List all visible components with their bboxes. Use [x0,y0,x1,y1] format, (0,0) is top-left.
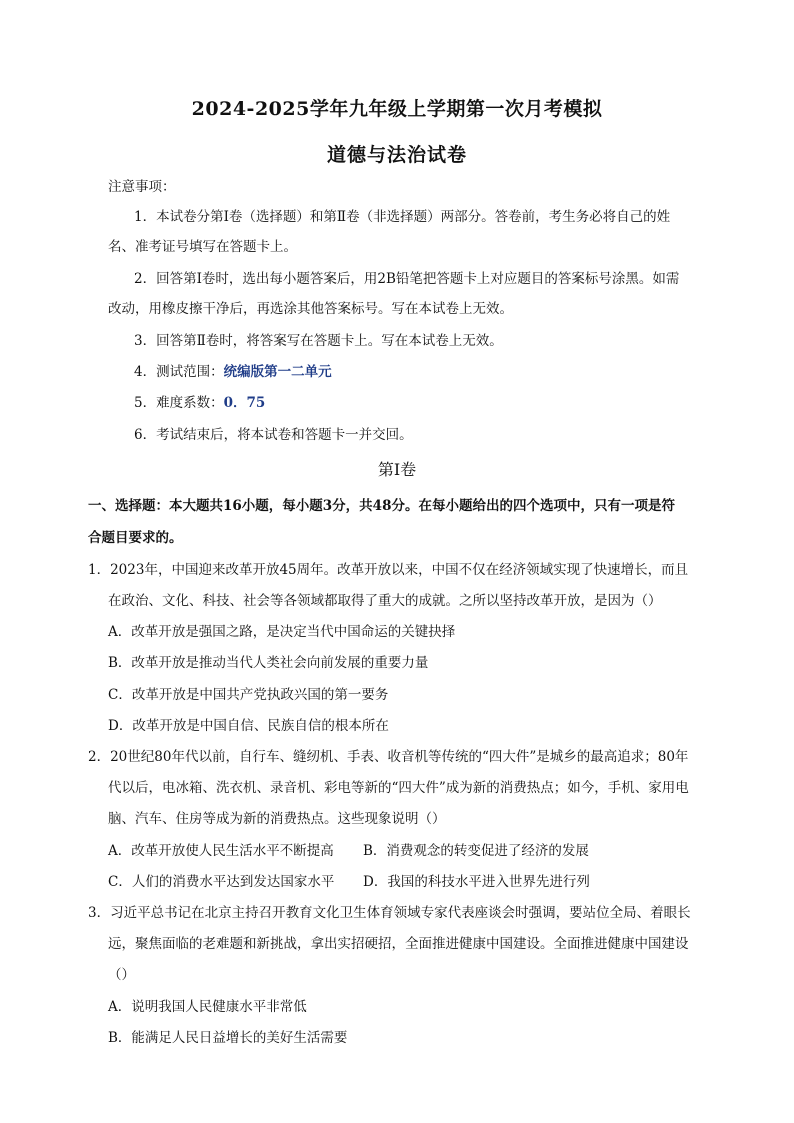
question-2-option-b: B．消费观念的转变促进了经济的发展 [363,843,589,859]
question-1-option-d: D．改革开放是中国自信、民族自信的根本所在 [108,718,389,734]
notice-item-4-label: 4．测试范围： [134,364,224,380]
notice-item-2-line-1: 2．回答第Ⅰ卷时，选出每小题答案后，用2B铅笔把答题卡上对应题目的答案标号涂黑。如需 [134,271,680,287]
notice-item-2-line-2: 改动，用橡皮擦干净后，再选涂其他答案标号。写在本试卷上无效。 [108,301,513,317]
difficulty-value: 0．75 [223,395,266,411]
question-1-option-a: A．改革开放是强国之路，是决定当代中国命运的关键抉择 [108,624,456,640]
question-3-stem-line-1: 3．习近平总书记在北京主持召开教育文化卫生体育领域专家代表座谈会时强调，要站位全局、着眼长 [88,905,691,921]
question-2-option-a: A．改革开放使人民生活水平不断提高 [108,843,334,859]
question-2-stem-line-2: 代以后，电冰箱、洗衣机、录音机、彩电等新的“四大件”成为新的消费热点；如今，手机、家用电 [108,780,689,796]
question-2-option-c: C．人们的消费水平达到发达国家水平 [108,874,335,890]
exam-subtitle: 道德与法治试卷 [326,144,467,166]
exam-title: 2024-2025学年九年级上学期第一次月考模拟 [191,98,603,120]
notice-item-4 [134,363,332,381]
notice-item-3: 3．回答第Ⅱ卷时，将答案写在答题卡上。写在本试卷上无效。 [134,333,503,349]
question-2-stem-line-3: 脑、汽车、住房等成为新的消费热点。这些现象说明（） [108,811,446,827]
question-1-stem-line-2: 在政治、文化、科技、社会等各领域都取得了重大的成就。之所以坚持改革开放，是因为（） [108,593,662,609]
notice-item-1-line-2: 名、准考证号填写在答题卡上。 [108,239,297,255]
notice-item-1-line-1: 1．本试卷分第Ⅰ卷（选择题）和第Ⅱ卷（非选择题）两部分。答卷前，考生务必将自己的姓 [134,209,671,225]
question-2-stem-line-1: 2．20世纪80年代以前，自行车、缝纫机、手表、收音机等传统的“四大件”是城乡的最高追求；80年 [88,749,689,765]
notice-item-5-label: 5．难度系数： [134,395,224,411]
question-2-option-d: D．我国的科技水平进入世界先进行列 [363,874,590,890]
section-1-heading-line-2: 合题目要求的。 [88,530,183,546]
question-3-option-b: B．能满足人民日益增长的美好生活需要 [108,1030,348,1046]
notice-item-5 [134,394,265,412]
question-1-stem-line-1: 1．2023年，中国迎来改革开放45周年。改革开放以来，中国不仅在经济领域实现了快速增长，而且 [88,562,689,578]
test-scope-value: 统编版第一二单元 [223,364,332,380]
section-1-heading-line-1: 一、选择题：本大题共16小题，每小题3分，共48分。在每小题给出的四个选项中，只有一项是符 [88,498,675,514]
question-3-stem-line-3: （） [108,967,135,983]
part-1-heading: 第Ⅰ卷 [377,460,417,479]
question-3-option-a: A．说明我国人民健康水平非常低 [108,999,307,1015]
notice-item-6: 6．考试结束后，将本试卷和答题卡一并交回。 [134,427,413,443]
notice-heading: 注意事项： [108,179,176,195]
question-1-option-b: B．改革开放是推动当代人类社会向前发展的重要力量 [108,655,429,671]
question-3-stem-line-2: 远，聚焦面临的老难题和新挑战，拿出实招硬招，全面推进健康中国建设。全面推进健康中国建设 [108,936,689,952]
question-1-option-c: C．改革开放是中国共产党执政兴国的第一要务 [108,687,389,703]
